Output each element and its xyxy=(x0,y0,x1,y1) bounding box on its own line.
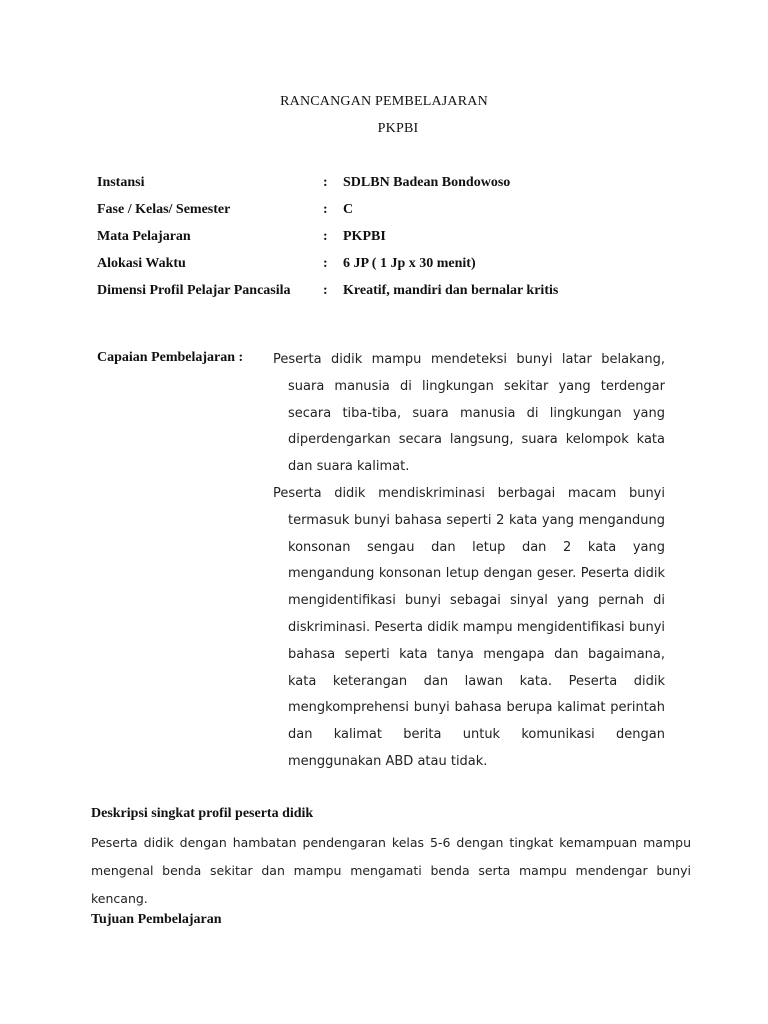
info-colon: : xyxy=(323,202,328,217)
document-title: RANCANGAN PEMBELAJARAN xyxy=(280,94,488,109)
info-value: C xyxy=(343,202,354,217)
capaian-label: Capaian Pembelajaran : xyxy=(97,350,244,365)
info-value: SDLBN Badean Bondowoso xyxy=(343,175,511,190)
info-colon: : xyxy=(323,175,328,190)
capaian-text xyxy=(273,347,665,776)
capaian-paragraph-text: Peserta didik mendiskriminasi berbagai macam bunyi termasuk bunyi bahasa seperti 2 kata yang mengandung konsonan sengau dan letup dan 2 kata yang mengandung konsonan letup dengan geser. Peserta didik mengidentifikasi bunyi sebagai sinyal yang pernah di diskriminasi. Peserta didik mampu mengidentifikasi bunyi bahasa seperti kata tanya mengapa dan bagaimana, kata keterangan dan lawan kata. Peserta didik mengkomprehensi bunyi bahasa berupa kalimat perintah dan kalimat berita untuk komunikasi dengan menggunakan ABD atau tidak. xyxy=(273,485,665,769)
capaian-paragraph xyxy=(273,347,665,481)
capaian-paragraph xyxy=(273,481,665,776)
document-subtitle: PKPBI xyxy=(377,121,419,136)
info-label: Mata Pelajaran xyxy=(97,229,191,244)
info-label: Alokasi Waktu xyxy=(97,256,186,271)
info-colon: : xyxy=(323,283,328,298)
info-colon: : xyxy=(323,256,328,271)
deskripsi-heading: Deskripsi singkat profil peserta didik xyxy=(91,806,314,821)
tujuan-heading: Tujuan Pembelajaran xyxy=(91,912,222,927)
info-colon: : xyxy=(323,229,328,244)
info-value: 6 JP ( 1 Jp x 30 menit) xyxy=(343,256,476,271)
capaian-paragraph-text: Peserta didik mampu mendeteksi bunyi latar belakang, suara manusia di lingkungan sekitar yang terdengar secara tiba-tiba, suara manusia di lingkungan yang diperdengarkan secara langsung, suara kelompok kata dan suara kalimat. xyxy=(273,352,665,475)
info-label: Instansi xyxy=(97,175,145,190)
deskripsi-text: Peserta didik dengan hambatan pendengaran kelas 5-6 dengan tingkat kemampuan mampu mengenal benda sekitar dan mampu mengamati benda serta mampu mendengar bunyi kencang. xyxy=(91,835,691,906)
info-label: Dimensi Profil Pelajar Pancasila xyxy=(97,283,291,298)
info-value: Kreatif, mandiri dan bernalar kritis xyxy=(343,283,559,298)
info-label: Fase / Kelas/ Semester xyxy=(97,202,231,217)
info-value: PKPBI xyxy=(343,229,386,244)
